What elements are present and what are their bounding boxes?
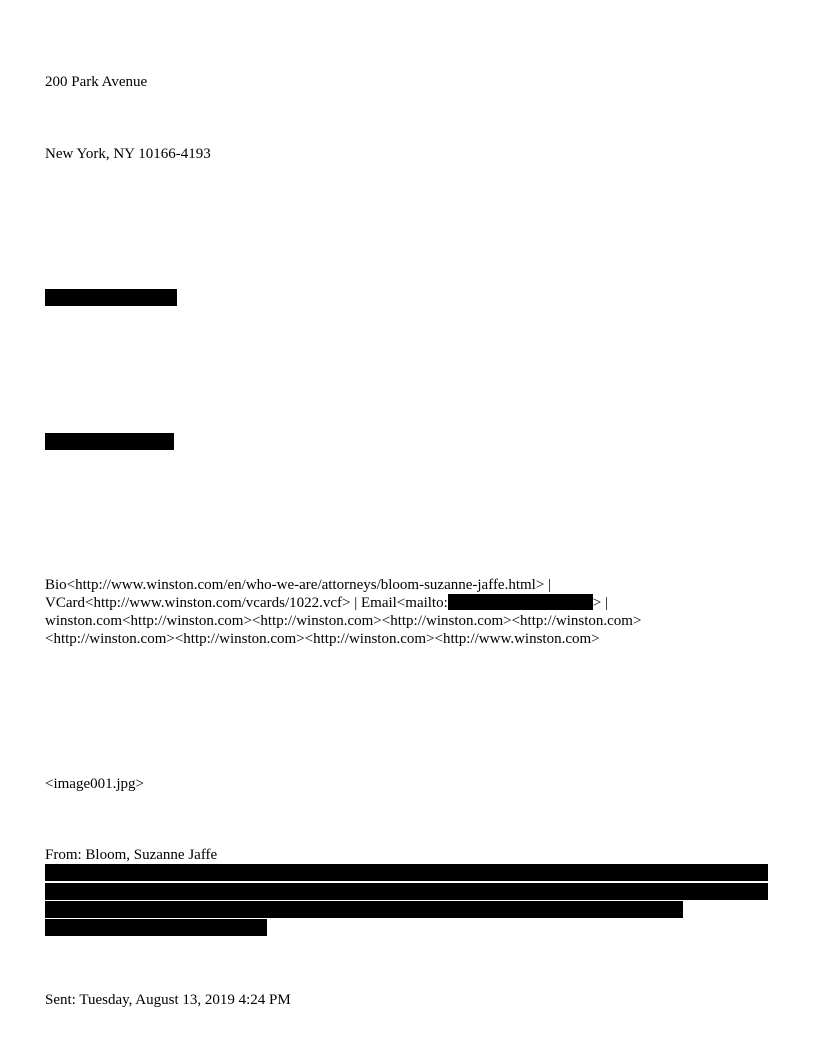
- redaction-block: [45, 883, 768, 900]
- redacted-email: [448, 594, 593, 610]
- winston-links-line: winston.com<http://winston.com><http://winston.com><http://winston.com><http://winston.com>: [45, 613, 642, 629]
- vcard-email-line: [45, 594, 608, 613]
- vcard-email-text: VCard<http://www.winston.com/vcards/1022.vcf> | Email<mailto:: [45, 595, 448, 611]
- bio-link-line: Bio<http://www.winston.com/en/who-we-are/attorneys/bloom-suzanne-jaffe.html> |: [45, 577, 552, 593]
- winston-links-line: <http://winston.com><http://winston.com><http://winston.com><http://www.winston.com>: [45, 631, 600, 647]
- redaction-block: [45, 919, 267, 936]
- redaction-block: [45, 289, 177, 306]
- email-sent-line: Sent: Tuesday, August 13, 2019 4:24 PM: [45, 992, 291, 1008]
- redaction-block: [45, 864, 768, 881]
- email-from-line: From: Bloom, Suzanne Jaffe: [45, 847, 218, 863]
- vcard-email-suffix: > |: [592, 595, 608, 611]
- address-street: 200 Park Avenue: [45, 74, 148, 90]
- attachment-placeholder: <image001.jpg>: [45, 776, 144, 792]
- redaction-block: [45, 901, 683, 918]
- redaction-block: [45, 433, 174, 450]
- address-city-line: New York, NY 10166-4193: [45, 146, 211, 162]
